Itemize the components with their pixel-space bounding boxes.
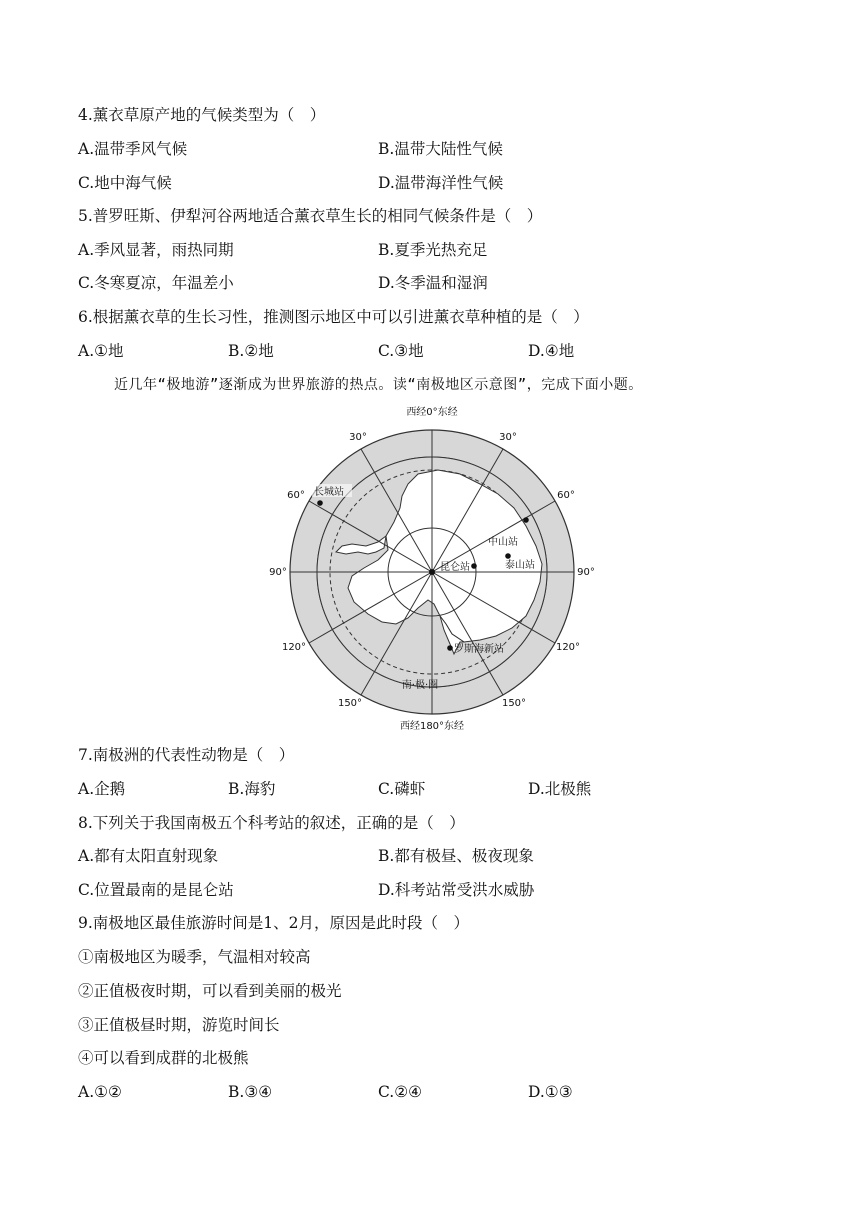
- q9-option-d[interactable]: D.①③: [528, 1083, 573, 1101]
- q4-option-a[interactable]: A.温带季风气候: [78, 140, 188, 158]
- q4-option-b[interactable]: B.温带大陆性气候: [378, 140, 503, 158]
- q5-stem: 5.普罗旺斯、伊犁河谷两地适合薰衣草生长的相同气候条件是（ ）: [78, 207, 543, 225]
- station-taishan-marker[interactable]: [505, 553, 511, 559]
- reading-intro: 近几年“极地游”逐渐成为世界旅游的热点。读“南极地区示意图”，完成下面小题。: [114, 377, 643, 393]
- q9-statement-1: ①南极地区为暖季，气温相对较高: [78, 948, 311, 966]
- label-120-east: 120°: [555, 642, 581, 653]
- station-changcheng-label: 长城站: [314, 487, 344, 498]
- q6-option-d[interactable]: D.④地: [528, 342, 575, 360]
- q9-option-c[interactable]: C.②④: [378, 1083, 423, 1101]
- q9-statement-3: ③正值极昼时期，游览时间长: [78, 1016, 280, 1034]
- q6-option-b[interactable]: B.②地: [228, 342, 274, 360]
- station-kunlun-label: 昆仑站: [440, 562, 470, 573]
- station-luosihai-label: 罗斯海新站: [454, 644, 504, 655]
- q7-option-a[interactable]: A.企鹅: [78, 780, 126, 798]
- q5-option-d[interactable]: D.冬季温和湿润: [378, 274, 488, 292]
- label-30-east: 30°: [499, 432, 517, 443]
- label-30-west: 30°: [349, 432, 367, 443]
- station-kunlun-marker[interactable]: [471, 563, 477, 569]
- q8-option-d[interactable]: D.科考站常受洪水威胁: [378, 881, 535, 899]
- q9-stem: 9.南极地区最佳旅游时间是1、2月，原因是此时段（ ）: [78, 914, 470, 932]
- q5-option-b[interactable]: B.夏季光热充足: [378, 241, 488, 259]
- antarctic-map: [268, 404, 598, 734]
- label-120-west: 120°: [281, 642, 307, 653]
- q7-option-b[interactable]: B.海豹: [228, 780, 276, 798]
- q7-option-c[interactable]: C.磷虾: [378, 780, 426, 798]
- q7-option-d[interactable]: D.北极熊: [528, 780, 592, 798]
- station-taishan-label: 泰山站: [505, 560, 535, 571]
- label-90-east: 90°: [577, 567, 595, 578]
- q4-option-c[interactable]: C.地中海气候: [78, 174, 172, 192]
- station-zhongshan-label: 中山站: [488, 537, 518, 548]
- label-60-west: 60°: [287, 490, 305, 501]
- label-150-east: 150°: [501, 698, 527, 709]
- station-changcheng-marker[interactable]: [317, 500, 323, 506]
- label-bottom-meridian: 西经180°东经: [399, 721, 465, 732]
- q8-option-c[interactable]: C.位置最南的是昆仑站: [78, 881, 234, 899]
- q4-option-d[interactable]: D.温带海洋性气候: [378, 174, 504, 192]
- q9-option-a[interactable]: A.①②: [78, 1083, 122, 1101]
- q6-option-a[interactable]: A.①地: [78, 342, 124, 360]
- q8-option-b[interactable]: B.都有极昼、极夜现象: [378, 847, 534, 865]
- label-90-west: 90°: [269, 567, 287, 578]
- q8-stem: 8.下列关于我国南极五个科考站的叙述，正确的是（ ）: [78, 814, 465, 832]
- station-zhongshan-marker[interactable]: [523, 517, 529, 523]
- q5-option-a[interactable]: A.季风显著，雨热同期: [78, 241, 234, 259]
- station-luosihai-marker[interactable]: [447, 645, 453, 651]
- q6-stem: 6.根据薰衣草的生长习性，推测图示地区中可以引进薰衣草种植的是（ ）: [78, 308, 589, 326]
- south-pole-point: [429, 569, 435, 575]
- label-60-east: 60°: [557, 490, 575, 501]
- antarctic-circle-label: 南·极·圈: [401, 680, 439, 691]
- q8-option-a[interactable]: A.都有太阳直射现象: [78, 847, 219, 865]
- q7-stem: 7.南极洲的代表性动物是（ ）: [78, 746, 295, 764]
- label-150-west: 150°: [337, 698, 363, 709]
- q9-statement-4: ④可以看到成群的北极熊: [78, 1049, 249, 1067]
- label-top-meridian: 西经0°东经: [406, 407, 458, 418]
- q4-stem: 4.薰衣草原产地的气候类型为（ ）: [78, 106, 326, 124]
- q6-option-c[interactable]: C.③地: [378, 342, 424, 360]
- q9-statement-2: ②正值极夜时期，可以看到美丽的极光: [78, 982, 342, 1000]
- q5-option-c[interactable]: C.冬寒夏凉，年温差小: [78, 274, 234, 292]
- q9-option-b[interactable]: B.③④: [228, 1083, 273, 1101]
